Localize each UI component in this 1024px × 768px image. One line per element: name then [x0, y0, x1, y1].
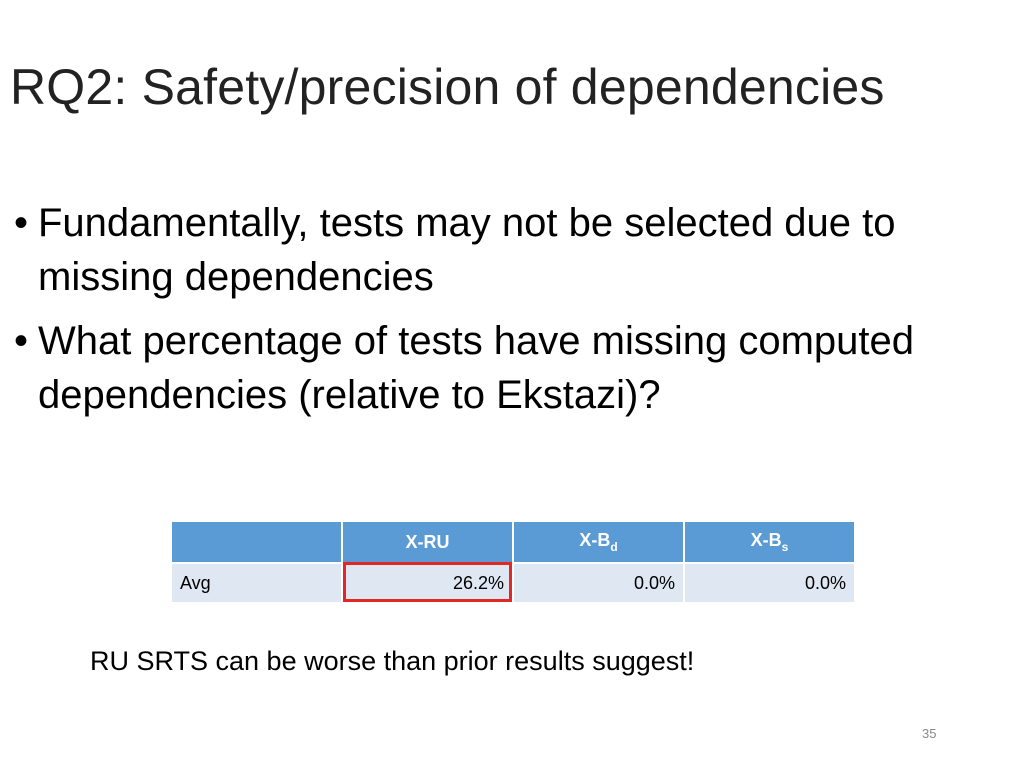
table-row [172, 562, 854, 602]
bullet-list [14, 196, 1014, 432]
table-header-empty [172, 522, 341, 562]
row-label: Avg [172, 562, 341, 602]
table-header-x-bs: $X-B_s$ [685, 522, 854, 562]
table-header-x-ru: X-RU [343, 522, 512, 562]
bullet-item [14, 314, 1014, 422]
slide-title: RQ2: Safety/precision of dependencies [10, 59, 885, 115]
bullet-item [14, 196, 1014, 304]
page-number: 35 [922, 726, 937, 741]
table-header-row [172, 522, 854, 562]
bullet-dot-icon: • [14, 319, 29, 363]
bullet-text: Fundamentally, tests may not be selected due to missing dependencies [38, 201, 896, 299]
results-table [170, 522, 856, 602]
bullet-text: What percentage of tests have missing computed dependencies (relative to Ekstazi)? [38, 319, 915, 417]
value-x-ru-highlighted: 26.2% [343, 562, 512, 602]
value-x-bs: 0.0% [685, 562, 854, 602]
table-header-x-bd: $X-B_d$ [514, 522, 683, 562]
bullet-dot-icon: • [14, 201, 29, 245]
conclusion-text: RU SRTS can be worse than prior results suggest! [90, 646, 695, 676]
value-x-bd: 0.0% [514, 562, 683, 602]
